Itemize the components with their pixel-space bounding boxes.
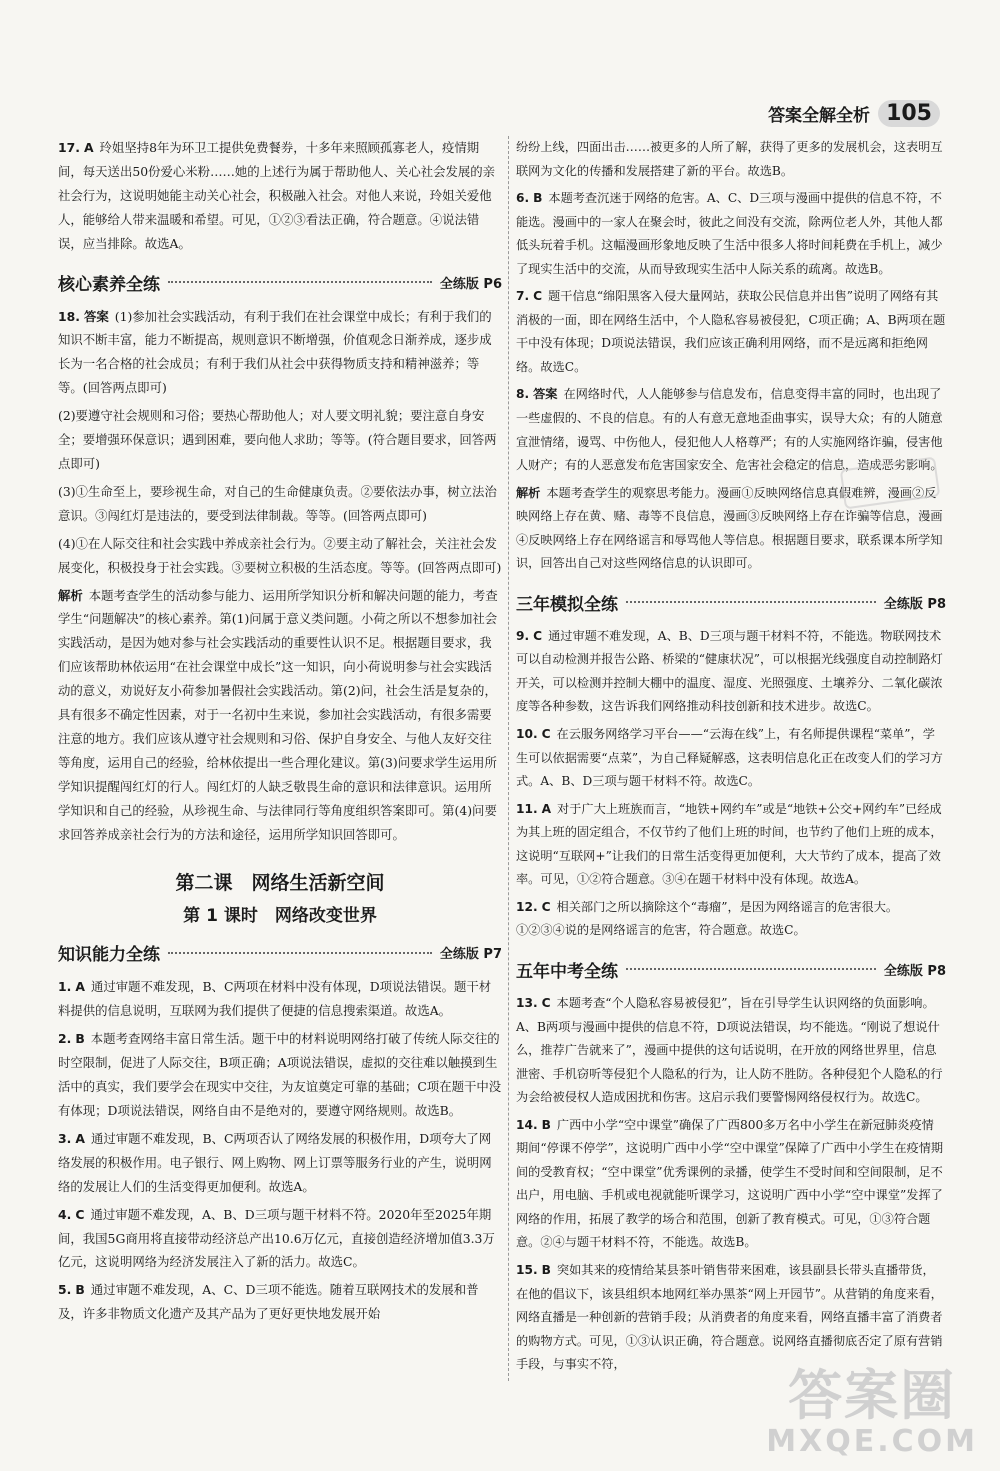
left-column (58, 136, 502, 1330)
answer-18: 18. 答案 (1)参加社会实践活动，有利于我们在社会课堂中成长；有利于我们的知识不断丰富，能力不断提高，规则意识不断增强，价值观念日渐养成，逐步成长为一名合格的社会成员；有利于我们从社会中获得物质支持和精神滋养；等等。(回答两点即可) (58, 308, 492, 396)
answer-18-part2: (2)要遵守社会规则和习俗；要热心帮助他人；对人要文明礼貌；要注意自身安全；要增强环保意识；遇到困难，要向他人求助；等等。(符合题目要求，回答两点即可) (58, 408, 497, 471)
answer-14: 14. B 广西中小学“空中课堂”确保了广西800多万名中小学生在新冠肺炎疫情期间“停课不停学”，这说明广西中小学“空中课堂”保障了广西中小学生在疫情期间的受教育权；“空中课堂”优秀课例的录播，使学生不受时间和空间限制，足不出户，用电脑、手机或电视就能听课学习，这说明广西中小学“空中课堂”发挥了网络的作用，拓展了教学的场合和范围，创新了教育模式。可见，①③符合题意。②④与题干材料不符，不能选。故选B。 (516, 1117, 944, 1250)
section-five-year-exam (516, 957, 946, 982)
dotted-leader (168, 952, 432, 954)
answer-5-continued: 纷纷上线，四面出击……被更多的人所了解，获得了更多的发展机会，这表明互联网为文化的传播和发展搭建了新的平台。故选B。 (516, 140, 943, 178)
dotted-leader (168, 281, 432, 283)
section-core-literacy (58, 270, 502, 295)
section-ref: 全练版 P6 (439, 276, 502, 292)
section-ref: 全练版 P7 (439, 947, 502, 963)
analysis-18: 解析 本题考查学生的活动参与能力、运用所学知识分析和解决问题的能力，考查学生“问题解决”的核心素养。第(1)问属于意义类问题。小荷之所以不想参加社会实践活动，是因为她对参与社会实践活动的重要性认识不足。根据题目要求，我们应该帮助林依运用“在社会课堂中成长”这一知识，向小荷说明参与社会实践活动的意义，劝说好友小荷参加暑假社会实践活动。第(2)问，社会生活是复杂的，具有很多不确定性因素，对于一名初中生来说，参加社会实践活动，有很多需要注意的地方。我们应该从遵守社会规则和习俗、保护自身安全、与他人友好交往等角度，运用自己的经验，给林依提出一些合理化建议。第(3)问要求学生运用所学知识提醒闯红灯的行人。闯红灯的人缺乏敬畏生命的意识和法律意识。运用所学知识和自己的经验，从珍视生命、与法律同行等角度组织答案即可。第(4)问要求回答养成亲社会行为的方法和途径，运用所学知识回答即可。 (58, 587, 498, 842)
answer-10: 10. C 在云服务网络学习平台——“云海在线”上，有名师提供课程“菜单”，学生可以依据需要“点菜”，为自己释疑解惑，这表明信息化正在改变人们的学习方式。A、B、D三项与题干材料不符。故选C。 (516, 727, 943, 789)
answer-12: 12. C 相关部门之所以摘除这个“毒瘤”，是因为网络谣言的危害很大。①②③④说的是网络谣言的危害，符合题意。故选C。 (516, 899, 899, 938)
running-title: 答案全解全析 (768, 106, 871, 126)
section-title: 知识能力全练 (58, 945, 160, 966)
section-title: 三年模拟全练 (516, 594, 618, 615)
section-ref: 全练版 P8 (883, 596, 946, 612)
answer-2: 2. B 本题考查网络丰富日常生活。题干中的材料说明网络打破了传统人际交往的时空限制，促进了人际交往，B项正确；A项说法错误，虚拟的交往难以触摸到生活中的真实，我们要学会在现实中交往，为友谊奠定可靠的基础；C项在题干中没有体现；D项说法错误，网络自由不是绝对的，要遵守网络规则。故选B。 (58, 1031, 502, 1118)
watermark (766, 1364, 978, 1459)
watermark-logo: 答案圈 (788, 1364, 957, 1427)
answer-15: 15. B 突如其来的疫情给某县茶叶销售带来困难，该县副县长带头直播带货，在他的倡议下，该县组织本地网红举办黑茶“网上开园节”。从营销的角度来看，网络直播是一种创新的营销手段；从消费者的角度来看，网络直播丰富了消费者的购物方式。可见，①③认识正确，符合题意。说网络直播彻底否定了原有营销手段，与事实不符， (516, 1262, 943, 1372)
right-column (516, 136, 946, 1381)
page-number: 105 (878, 100, 940, 127)
answer-9: 9. C 通过审题不难发现，A、B、D三项与题干材料不符，不能选。物联网技术可以自动检测并报告公路、桥梁的“健康状况”，可以根据光线强度自动控制路灯开关，可以检测并控制大棚中的温度、湿度、光照强度、土壤养分、二氧化碳浓度等各种参数，这告诉我们网络推动科技创新和技术进步。故选C。 (516, 628, 943, 714)
answer-18-part4: (4)①在人际交往和社会实践中养成亲社会行为。②要主动了解社会，关注社会发展变化，积极投身于社会实践。③要树立积极的生活态度。等等。(回答两点即可) (58, 535, 502, 575)
answer-8: 8. 答案 在网络时代，人人能够参与信息发布，信息变得丰富的同时，也出现了一些虚假的、不良的信息。有的人有意无意地歪曲事实，误导大众；有的人随意宣泄情绪，谩骂、中伤他人，侵犯他人人格尊严；有的人实施网络诈骗，侵害他人财产；有的人恶意发布危害国家安全、危害社会稳定的信息，造成恶劣影响。 (516, 387, 943, 473)
section-title: 五年中考全练 (516, 961, 618, 982)
answer-13: 13. C 本题考查“个人隐私容易被侵犯”，旨在引导学生认识网络的负面影响。A、B两项与漫画中提供的信息不符，D项说法错误，均不能选。“刚说了想说什么，推荐广告就来了”，漫画中提供的这句话说明，在开放的网络世界里，信息泄密、手机窃听等侵犯个人隐私的行为，让人防不胜防。各种侵犯个人隐私的行为会给被侵权人造成困扰和伤害。这启示我们要警惕网络侵权行为。故选C。 (516, 995, 943, 1105)
section-knowledge-ability (58, 940, 502, 965)
answer-3: 3. A 通过审题不难发现，B、C两项否认了网络发展的积极作用，D项夸大了网络发展的积极作用。电子银行、网上购物、网上订票等服务行业的产生，说明网络的发展让人们的生活变得更加便利。故选A。 (58, 1130, 492, 1194)
page-header (768, 100, 940, 127)
answer-7: 7. C 题干信息“绵阳黑客入侵大量网站，获取公民信息并出售”说明了网络有其消极的一面，即在网络生活中，个人隐私容易被侵犯，C项正确；A、B两项在题干中没有体现；D项说法错误，我们应该正确利用网络，而不是远离和拒绝网络。故选C。 (516, 289, 946, 374)
dotted-leader (626, 601, 876, 603)
section-ref: 全练版 P8 (883, 963, 946, 979)
column-divider (508, 136, 509, 1381)
lesson-title: 第二课 网络生活新空间 (175, 872, 385, 895)
answer-18-part3: (3)①生命至上，要珍视生命，对自己的生命健康负责。②要依法办事，树立法治意识。③闯红灯是违法的，要受到法律制裁。等等。(回答两点即可) (58, 483, 497, 523)
answer-11: 11. A 对于广大上班族而言，“地铁+网约车”或是“地铁+公交+网约车”已经成为其上班的固定组合，不仅节约了他们上班的时间，也节约了他们上班的成本，这说明“互联网+”让我们的日常生活变得更加便利，大大节约了成本，提高了效率。可见，①②符合题意。③④在题干材料中没有体现。故选A。 (516, 801, 943, 887)
dotted-leader (626, 968, 876, 970)
answer-6: 6. B 本题考查沉迷于网络的危害。A、C、D三项与漫画中提供的信息不符，不能选。漫画中的一家人在聚会时，彼此之间没有交流，除两位老人外，其他人都低头玩着手机。这幅漫画形象地反映了生活中很多人将时间耗费在手机上，减少了现实生活中的交流，从而导致现实生活中人际关系的疏离。故选B。 (516, 191, 943, 276)
analysis-8: 解析 本题考查学生的观察思考能力。漫画①反映网络信息真假难辨，漫画②反映网络上存在黄、赌、毒等不良信息，漫画③反映网络上存在诈骗等信息，漫画④反映网络上存在网络谣言和辱骂他人等信息。根据题目要求，联系课本所学知识，回答出自己对这些网络信息的认识即可。 (516, 485, 943, 571)
watermark-url: MXQE.COM (766, 1424, 978, 1459)
lesson-subtitle: 第 1 课时 网络改变世界 (183, 906, 377, 927)
section-three-year-mock (516, 590, 946, 615)
answer-5: 5. B 通过审题不难发现，A、C、D三项不能选。随着互联网技术的发展和普及，许多非物质文化遗产及其产品为了更好更快地发展开始 (58, 1282, 479, 1322)
answer-1: 1. A 通过审题不难发现，B、C两项在材料中没有体现，D项说法错误。题干材料提供的信息说明，互联网为我们提供了便捷的信息搜索渠道。故选A。 (58, 979, 492, 1019)
answer-4: 4. C 通过审题不难发现，A、B、D三项与题干材料不符。2020年至2025年期间，我国5G商用将直接带动经济总产出10.6万亿元，直接创造经济增加值3.3万亿元，这说明网络为经济发展注入了新的活力。故选C。 (58, 1206, 495, 1270)
section-title: 核心素养全练 (58, 274, 160, 295)
answer-17: 17. A 玲姐坚持8年为环卫工提供免费餐券，十多年来照顾孤寡老人，疫情期间，每天送出50份爱心米粉……她的上述行为属于帮助他人、关心社会发展的亲社会行为，这说明她能主动关心社会，积极融入社会。对他人来说，玲姐关爱他人，能够给人带来温暖和希望。可见，①②③看法正确，符合题意。④说法错误，应当排除。故选A。 (58, 140, 496, 251)
